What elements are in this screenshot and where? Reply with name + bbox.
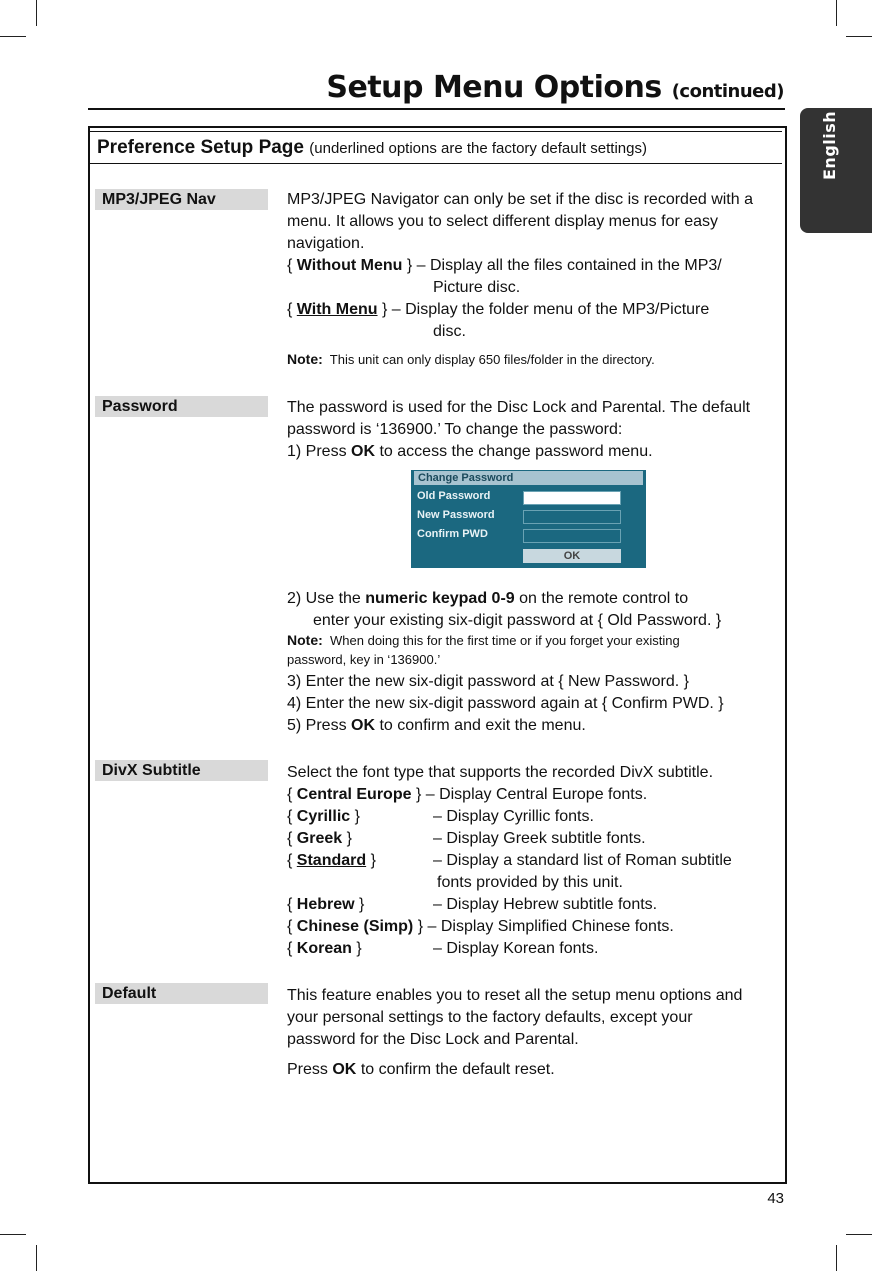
password-step-1: 1) Press OK to access the change password menu.: [287, 443, 653, 460]
divx-option-desc: – Display Greek subtitle fonts.: [433, 830, 646, 847]
mp3-option-without-menu: { Without Menu } – Display all the files contained in the MP3/: [287, 257, 722, 274]
mp3-option-with-menu: { With Menu } – Display the folder menu of the MP3/Picture: [287, 301, 710, 318]
confirm-pwd-label: Confirm PWD: [417, 528, 488, 540]
divx-option-cyrillic: { Cyrillic }: [287, 808, 360, 825]
default-text: This feature enables you to reset all the setup menu options and: [287, 987, 743, 1004]
divx-option-hebrew: { Hebrew }: [287, 896, 365, 913]
password-intro: password is ‘136900.’ To change the password:: [287, 421, 623, 438]
divx-option-standard: { Standard }: [287, 852, 376, 869]
mp3-intro: menu. It allows you to select different display menus for easy: [287, 213, 719, 230]
mp3-note: Note: This unit can only display 650 files/folder in the directory.: [287, 351, 655, 367]
preference-heading-subtitle: (underlined options are the factory default settings): [309, 140, 647, 157]
section-label-password: Password: [95, 396, 268, 417]
divx-option-desc: – Display Cyrillic fonts.: [433, 808, 594, 825]
default-press-ok: Press OK to confirm the default reset.: [287, 1061, 555, 1078]
page-number: 43: [767, 1190, 784, 1207]
password-intro: The password is used for the Disc Lock and Parental. The default: [287, 399, 751, 416]
mp3-intro: MP3/JPEG Navigator can only be set if the disc is recorded with a: [287, 191, 753, 208]
title-rule: [88, 108, 785, 110]
section-label-mp3-jpeg-nav: MP3/JPEG Nav: [95, 189, 268, 210]
language-tab-label: English: [820, 110, 839, 180]
password-note: Note: When doing this for the first time or if you forget your existing: [287, 632, 680, 648]
confirm-pwd-field[interactable]: [523, 529, 621, 543]
language-tab: [800, 108, 872, 233]
password-step-2-cont: enter your existing six-digit password at { Old Password. }: [313, 612, 722, 629]
old-password-label: Old Password: [417, 490, 491, 502]
crop-mark: [836, 1245, 837, 1271]
change-password-dialog: [411, 470, 646, 568]
default-text: your personal settings to the factory defaults, except your: [287, 1009, 693, 1026]
divx-intro: Select the font type that supports the recorded DivX subtitle.: [287, 764, 714, 781]
preference-heading-title: Preference Setup Page: [97, 137, 304, 158]
crop-mark: [0, 1234, 26, 1235]
page-title: [90, 70, 784, 105]
crop-mark: [0, 36, 26, 37]
divx-option-chinese-simp: { Chinese (Simp) } – Display Simplified Chinese fonts.: [287, 918, 674, 935]
crop-mark: [36, 0, 37, 26]
divx-option-greek: { Greek }: [287, 830, 352, 847]
password-step-2: 2) Use the numeric keypad 0-9 on the remote control to: [287, 590, 689, 607]
mp3-intro: navigation.: [287, 235, 365, 252]
new-password-field[interactable]: [523, 510, 621, 524]
mp3-option-desc: Picture disc.: [433, 279, 521, 296]
password-step-3: 3) Enter the new six-digit password at { New Password. }: [287, 673, 689, 690]
crop-mark: [36, 1245, 37, 1271]
default-text: password for the Disc Lock and Parental.: [287, 1031, 579, 1048]
crop-mark: [836, 0, 837, 26]
divx-option-desc: – Display Hebrew subtitle fonts.: [433, 896, 658, 913]
dialog-ok-button[interactable]: OK: [523, 549, 621, 563]
crop-mark: [846, 36, 872, 37]
password-step-4: 4) Enter the new six-digit password again at { Confirm PWD. }: [287, 695, 724, 712]
crop-mark: [846, 1234, 872, 1235]
new-password-label: New Password: [417, 509, 495, 521]
preference-heading: [89, 131, 782, 164]
divx-option-central-europe: { Central Europe } – Display Central Europe fonts.: [287, 786, 648, 803]
section-label-default: Default: [95, 983, 268, 1004]
dialog-title: Change Password: [414, 471, 643, 485]
divx-option-desc: – Display Korean fonts.: [433, 940, 599, 957]
password-step-5: 5) Press OK to confirm and exit the menu.: [287, 717, 586, 734]
title-continued: (continued): [671, 81, 784, 102]
title-text: Setup Menu Options: [326, 70, 662, 105]
mp3-option-desc: disc.: [433, 323, 466, 340]
divx-option-korean: { Korean }: [287, 940, 362, 957]
old-password-field[interactable]: [523, 491, 621, 505]
password-note-cont: password, key in ‘136900.’: [287, 652, 441, 667]
divx-option-desc: – Display a standard list of Roman subtitle: [433, 852, 732, 869]
section-label-divx-subtitle: DivX Subtitle: [95, 760, 268, 781]
divx-option-desc-cont: fonts provided by this unit.: [437, 874, 623, 891]
